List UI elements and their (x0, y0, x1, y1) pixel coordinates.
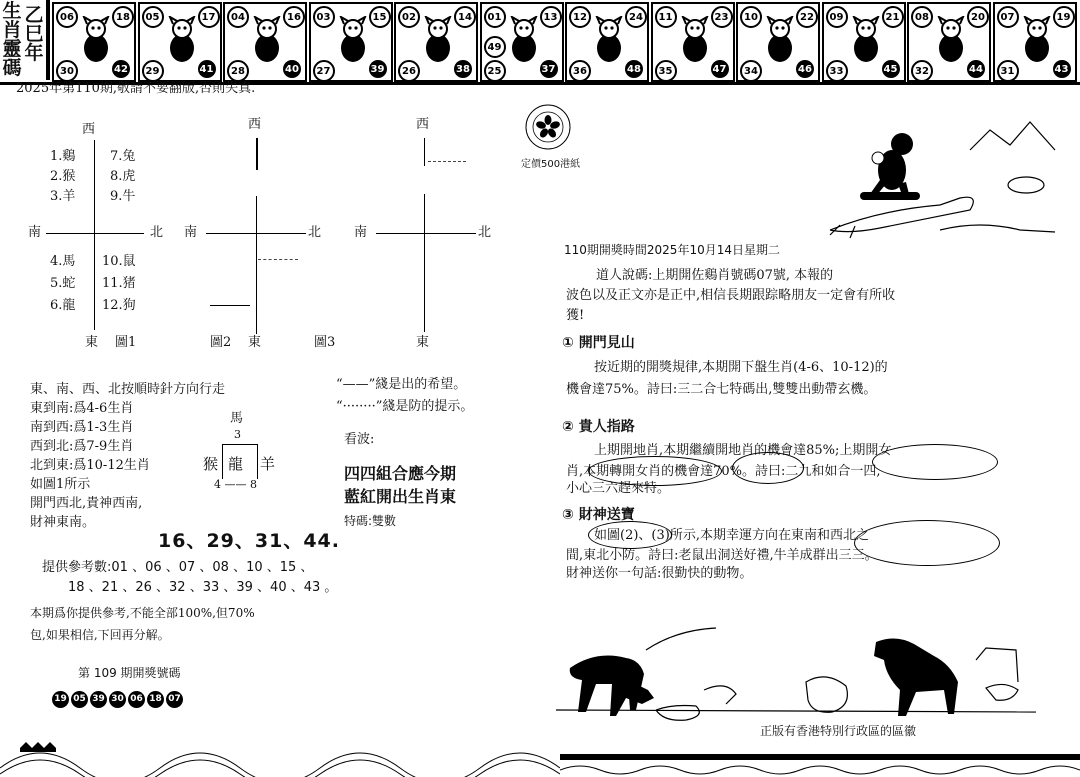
ox-icon (162, 16, 202, 66)
zodiac-number: 46 (796, 60, 814, 78)
zodiac-number: 03 (313, 6, 335, 28)
goat-icon (675, 16, 715, 66)
zodiac-number: 30 (56, 60, 78, 82)
zodiac-number: 32 (911, 60, 933, 82)
section-2-p2: 肖,本期轉開女肖的機會達70%。詩曰:二九和如合一四, (566, 464, 881, 479)
history-ball: 19 (52, 691, 69, 708)
highlight-circle (732, 452, 804, 484)
footer-caption: 正版有香港特別行政區的區徽 (760, 724, 917, 738)
farm-illustration (556, 620, 1036, 730)
issue-line: 2025年第110期,敬請不要翻版,否則失真. (16, 81, 256, 96)
zodiac-number: 23 (711, 6, 733, 28)
title-left: 生肖靈碼 (2, 0, 22, 79)
zodiac-number: 12 (569, 6, 591, 28)
compass2-east: 東 (248, 335, 262, 350)
wave-tip: 四四組合應今期 藍紅開出生肖東 (344, 464, 457, 506)
compass1-west: 西 (82, 122, 96, 137)
zodiac-number: 14 (454, 6, 476, 28)
zodiac-number: 08 (911, 6, 933, 28)
wave-decoration-left (0, 718, 560, 777)
upper-left-zodiacs: 1.鷄 2.猴 3.羊 (50, 149, 76, 204)
zodiac-number: 27 (313, 60, 335, 82)
section-3-title: ③ 財神送寶 (562, 507, 635, 523)
zodiac-banner (0, 0, 1080, 85)
compass3-north: 北 (478, 225, 492, 240)
history-title: 第 109 期開獎號碼 (78, 666, 181, 680)
zodiac-number: 02 (398, 6, 420, 28)
zodiac-number: 47 (711, 60, 729, 78)
pig-icon (1017, 16, 1057, 66)
rooster-icon (846, 16, 886, 66)
zodiac-number: 43 (1053, 60, 1071, 78)
zodiac-number: 42 (112, 60, 130, 78)
zodiac-number: 06 (56, 6, 78, 28)
section-2-title: ② 貴人指路 (562, 419, 635, 435)
upper-right-zodiacs: 7.兔 8.虎 9.牛 (110, 149, 136, 204)
zodiac-number: 29 (142, 60, 164, 82)
mouse-icon (76, 16, 116, 66)
zodiac-number: 33 (826, 60, 848, 82)
wave-decoration-right (560, 740, 1080, 777)
zodiac-number: 18 (112, 6, 134, 28)
title-right: 乙巳年 (24, 4, 44, 64)
fig2-label: 圖2 (210, 335, 232, 350)
direction-rules: 東、南、西、北按順時針方向行走 東到南:爲4-6生肖 南到西:爲1-3生肖 西到北:爲7-9生肖 北到東:爲10-12生肖 如圖1所示 開門西北,貴神西南, 財神東南。 (30, 382, 226, 530)
section-2-p3: 小心三六趕來特。 (566, 481, 671, 496)
compass1-east: 東 (85, 335, 99, 350)
rabbit-icon (333, 16, 373, 66)
history-ball: 06 (128, 691, 145, 708)
zodiac-number: 44 (967, 60, 985, 78)
dog-icon (931, 16, 971, 66)
compass2-west: 西 (248, 117, 262, 132)
zodiac-cell-dog (907, 2, 991, 82)
section-1-p2: 機會達75%。詩曰:三二合七特碼出,雙雙出動帶玄機。 (566, 382, 877, 397)
history-ball: 39 (90, 691, 107, 708)
history-ball: 07 (166, 691, 183, 708)
lower-right-zodiacs: 10.鼠 11.猪 12.狗 (102, 254, 136, 313)
zodiac-number: 09 (826, 6, 848, 28)
highlight-circle (588, 456, 722, 486)
hksar-emblem-icon (524, 103, 572, 151)
fig3-label: 圖3 (314, 335, 336, 350)
compass1-south: 南 (28, 225, 42, 240)
monkey-icon (760, 16, 800, 66)
history-balls (52, 686, 185, 708)
special-number-tip: 特碼:雙數 (344, 514, 397, 528)
horse-icon (589, 16, 629, 66)
zodiac-number: 10 (740, 6, 762, 28)
zodiac-number: 19 (1053, 6, 1075, 28)
intro-line-1: 道人說碼:上期開佐鷄肖號碼07號, 本報的 (596, 268, 834, 283)
zodiac-number: 26 (398, 60, 420, 82)
zodiac-cell-rabbit (309, 2, 393, 82)
line-legend: “——”綫是出的希望。 “········”綫是防的提示。 (336, 377, 474, 414)
snake-icon (504, 16, 544, 66)
zodiac-number: 41 (198, 60, 216, 78)
zodiac-number: 22 (796, 6, 818, 28)
section-3-p1: 如圖(2)、(3)所示,本期幸運方向在東南和西北之 (594, 528, 869, 543)
section-1-p1: 按近期的開獎規律,本期開下盤生肖(4-6、10-12)的 (594, 360, 888, 375)
reference-numbers: 提供參考數:01 、06 、07 、08 、10 、15 、 (42, 560, 314, 575)
zodiac-number: 05 (142, 6, 164, 28)
zodiac-cell-ox (138, 2, 222, 82)
zodiac-number: 34 (740, 60, 762, 82)
zodiac-number: 01 (484, 6, 506, 28)
zodiac-number: 25 (484, 60, 506, 82)
zodiac-cell-tiger (223, 2, 307, 82)
dragon-icon (418, 16, 458, 66)
highlight-circle (872, 444, 998, 480)
zodiac-number: 39 (369, 60, 387, 78)
main-numbers: 16、29、31、44. (158, 530, 340, 552)
tiger-icon (247, 16, 287, 66)
zodiac-cell-mouse (52, 2, 136, 82)
highlight-circle (854, 520, 1000, 566)
zodiac-cell-rooster (822, 2, 906, 82)
compass2-north: 北 (308, 225, 322, 240)
zodiac-cell-pig (993, 2, 1077, 82)
zodiac-number: 49 (484, 36, 506, 58)
zodiac-number: 07 (997, 6, 1019, 28)
see-wave-label: 看波: (344, 432, 375, 447)
zodiac-number: 16 (283, 6, 305, 28)
section-3-p3: 財神送你一句話:很勤快的動物。 (566, 566, 753, 581)
zodiac-cell-horse (565, 2, 649, 82)
zodiac-number: 17 (198, 6, 220, 28)
monkey-illustration (820, 110, 1060, 250)
disclaimer: 本期爲你提供參考,不能全部100%,但70% 包,如果相信,下回再分解。 (30, 606, 255, 642)
zodiac-number: 15 (369, 6, 391, 28)
intro-line-2: 波色以及正文亦是正中,相信長期跟踪略朋友一定會有所收 (566, 288, 896, 303)
title-block (0, 0, 50, 80)
history-ball: 30 (109, 691, 126, 708)
zodiac-number: 45 (882, 60, 900, 78)
zodiac-number: 48 (625, 60, 643, 78)
section-2-p1: 上期開地肖,本期繼續開地肖的機會達85%;上期開女 (594, 443, 892, 458)
zodiac-number: 35 (655, 60, 677, 82)
section-3-p2: 間,東北小防。詩曰:老鼠出洞送好禮,牛羊成群出三三。 (566, 548, 878, 563)
price-label: 定價500港紙 (521, 159, 581, 170)
zodiac-number: 36 (569, 60, 591, 82)
zodiac-number: 13 (540, 6, 562, 28)
section-1-title: ① 開門見山 (562, 335, 635, 351)
fig1-label: 圖1 (115, 335, 137, 350)
zodiac-number: 28 (227, 60, 249, 82)
zodiac-number: 37 (540, 60, 558, 78)
reference-numbers-2: 18 、21 、26 、32 、33 、39 、40 、43 。 (68, 580, 338, 595)
zodiac-number: 38 (454, 60, 472, 78)
zodiac-cell-dragon (394, 2, 478, 82)
lower-left-zodiacs: 4.馬 5.蛇 6.龍 (50, 254, 76, 313)
zodiac-number: 40 (283, 60, 301, 78)
zodiac-number: 31 (997, 60, 1019, 82)
highlight-circle (588, 521, 672, 549)
compass3-west: 西 (416, 117, 430, 132)
history-ball: 05 (71, 691, 88, 708)
compass1-north: 北 (150, 225, 164, 240)
history-ball: 18 (147, 691, 164, 708)
zodiac-number: 21 (882, 6, 904, 28)
zodiac-number: 24 (625, 6, 647, 28)
zodiac-number: 20 (967, 6, 989, 28)
draw-time: 110期開獎時間2025年10月14日星期二 (564, 243, 780, 257)
zodiac-cell-snake (480, 2, 564, 82)
compass3-east: 東 (416, 335, 430, 350)
compass3-south: 南 (354, 225, 368, 240)
zodiac-number: 11 (655, 6, 677, 28)
compass2-south: 南 (184, 225, 198, 240)
zodiac-cell-monkey (736, 2, 820, 82)
intro-line-3: 獲! (566, 308, 585, 323)
zodiac-number: 04 (227, 6, 249, 28)
zodiac-cell-goat (651, 2, 735, 82)
